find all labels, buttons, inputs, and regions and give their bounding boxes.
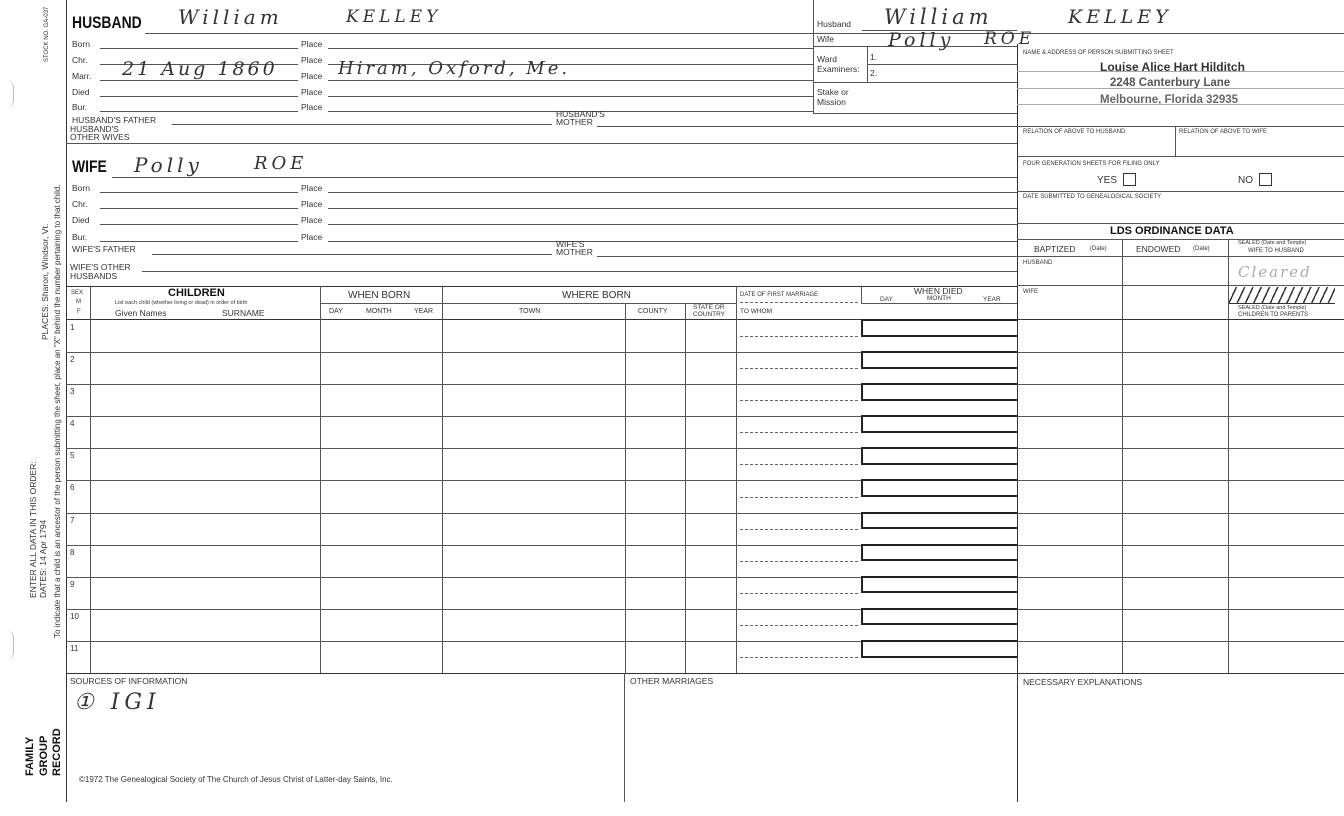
child-marriage-dash[interactable] (740, 561, 858, 562)
table-row[interactable] (66, 545, 1344, 577)
husband-chr-label: Chr. (72, 55, 88, 65)
child-row-number: 11 (70, 643, 79, 653)
ward-wife-line (813, 46, 1017, 47)
wife-born-place-label: Place (301, 183, 323, 193)
stock-number: STOCK NO. GA-037 (44, 6, 50, 62)
husband-bur-date-line[interactable] (100, 111, 298, 112)
child-marriage-dash[interactable] (740, 432, 858, 433)
table-row[interactable] (66, 513, 1344, 545)
ancestor-instruction: To indicate that a child is an ancestor of the person submitting the sheet, place an "X" behind the number pertaining to that child. (53, 184, 62, 638)
relation-to-wife-label: RELATION OF ABOVE TO WIFE (1179, 129, 1268, 135)
husband-bur-place-label: Place (301, 102, 323, 112)
lds-husband-label: HUSBAND (1023, 260, 1053, 266)
no-checkbox[interactable] (1259, 173, 1272, 186)
child-row-number: 1 (70, 323, 75, 332)
where-born-header: WHERE BORN (562, 290, 631, 301)
source-entry[interactable]: ① IGI (74, 690, 161, 715)
husband-name-line (145, 33, 813, 34)
husband-died-place-line[interactable] (328, 96, 813, 97)
table-row[interactable] (66, 577, 1344, 609)
husbands-mother-line[interactable] (597, 126, 1017, 127)
husband-died-label: Died (72, 87, 90, 97)
wife-died-label: Died (72, 215, 90, 225)
wifes-father-line[interactable] (152, 254, 552, 255)
husbands-father-line[interactable] (172, 124, 552, 125)
first-marriage-dash (740, 302, 858, 303)
submitter-name[interactable]: Louise Alice Hart Hilditch (1100, 60, 1245, 74)
child-died-bracket[interactable] (861, 415, 1017, 433)
wife-given-name[interactable]: Polly (134, 153, 203, 177)
state-header-1: STATE OR (693, 304, 725, 311)
wifes-other-husbands-line[interactable] (142, 271, 1017, 272)
sealed-wife-husband-2: WIFE TO HUSBAND (1248, 248, 1304, 254)
wife-surname[interactable]: ROE (254, 153, 308, 174)
wife-chr-date-line[interactable] (100, 208, 298, 209)
stake-label-1: Stake or (817, 87, 849, 97)
ward-label: Ward (817, 54, 837, 64)
child-row-line (66, 448, 1344, 449)
wifes-mother-line[interactable] (597, 256, 1017, 257)
yes-label: YES (1097, 175, 1118, 186)
first-marriage-header: DATE OF FIRST MARRIAGE (740, 292, 819, 298)
table-row[interactable] (66, 416, 1344, 448)
no-label: NO (1238, 175, 1253, 186)
examiner-1[interactable]: 1. (870, 52, 878, 62)
sources-label: SOURCES OF INFORMATION (70, 676, 188, 686)
child-died-bracket[interactable] (861, 447, 1017, 465)
husband-marr-label: Marr. (72, 71, 92, 81)
husbands-other-wives-line[interactable] (66, 143, 1017, 144)
wife-chr-place-label: Place (301, 199, 323, 209)
stake-label-2: Mission (817, 97, 846, 107)
children-header: CHILDREN (168, 287, 225, 299)
state-header-2: COUNTRY (693, 311, 726, 318)
relation-to-husband-label: RELATION OF ABOVE TO HUSBAND (1023, 129, 1126, 135)
husband-born-place-line[interactable] (328, 48, 813, 49)
table-row[interactable] (66, 320, 1344, 352)
wife-bur-place-line[interactable] (328, 241, 1017, 242)
submitter-line (1017, 88, 1344, 89)
wifes-other-husbands-label-2: HUSBANDS (70, 271, 118, 281)
sex-m-header: M (76, 299, 81, 305)
child-died-bracket[interactable] (861, 383, 1017, 401)
born-month-header: MONTH (366, 308, 392, 315)
endowed-date-label: (Date) (1193, 246, 1210, 252)
when-born-header: WHEN BORN (348, 290, 411, 301)
child-row-line (66, 352, 1344, 353)
when-died-underline (861, 303, 1017, 304)
child-marriage-dash[interactable] (740, 368, 858, 369)
to-whom-header: TO WHOM (740, 308, 773, 315)
husband-given-name[interactable]: William (178, 5, 283, 29)
lds-husband-line (1017, 285, 1344, 286)
lds-title: LDS ORDINANCE DATA (1110, 225, 1234, 237)
sealed-wife-husband-1: SEALED (Date and Temple) (1238, 240, 1307, 246)
child-row-number: 8 (70, 547, 75, 557)
date-submitted-bottom-line (1017, 223, 1344, 224)
husbands-other-wives-label-1: HUSBAND'S (70, 124, 119, 134)
table-row[interactable] (66, 609, 1344, 641)
husbands-mother-label-1: HUSBAND'S (556, 109, 605, 119)
child-row-number: 4 (70, 419, 75, 429)
child-row-line (66, 609, 1344, 610)
table-row[interactable] (66, 448, 1344, 480)
form-title-family: FAMILY (24, 736, 36, 776)
examiner-2[interactable]: 2. (870, 68, 878, 78)
child-row-number: 10 (70, 611, 79, 621)
wife-chr-place-line[interactable] (328, 208, 1017, 209)
wife-died-place-line[interactable] (328, 224, 1017, 225)
child-row-number: 6 (70, 483, 75, 493)
dates-order: DATES: 14 Apr 1794 (38, 519, 48, 598)
wife-died-place-label: Place (301, 215, 323, 225)
examiner-divider (867, 64, 1017, 65)
submitter-city[interactable]: Melbourne, Florida 32935 (1100, 94, 1239, 106)
husband-born-label: Born (72, 39, 90, 49)
ward-wife-label: Wife (817, 34, 834, 44)
husband-marriage-place[interactable]: Hiram, Oxford, Me. (338, 58, 571, 79)
ward-box-divider (813, 0, 814, 113)
husband-surname[interactable]: KELLEY (346, 7, 442, 27)
husband-died-place-label: Place (301, 87, 323, 97)
child-row-number: 3 (70, 387, 75, 397)
husband-died-date-line[interactable] (100, 96, 298, 97)
wife-died-date-line[interactable] (100, 224, 298, 225)
husbands-father-label: HUSBAND'S FATHER (72, 115, 157, 125)
husband-born-place-label: Place (301, 39, 323, 49)
children-instruction: List each child (whether living or dead) in order of birth (115, 300, 248, 306)
husband-label: HUSBAND (72, 13, 142, 32)
endowed-label: ENDOWED (1136, 244, 1181, 254)
husbands-other-wives-label-2: OTHER WIVES (70, 132, 130, 142)
table-row[interactable] (66, 384, 1344, 416)
child-died-bracket[interactable] (861, 479, 1017, 497)
child-row-line (66, 513, 1344, 514)
binder-hole-mark (6, 630, 14, 660)
form-title-record: RECORD (51, 728, 63, 776)
child-died-bracket[interactable] (861, 576, 1017, 594)
child-row-line (66, 480, 1344, 481)
date-submitted-label: DATE SUBMITTED TO GENEALOGICAL SOCIETY (1023, 194, 1162, 200)
wife-label: WIFE (72, 157, 107, 176)
table-row[interactable] (66, 641, 1344, 673)
wife-bur-place-label: Place (301, 232, 323, 242)
child-row-line (66, 416, 1344, 417)
ward-box-bottom (813, 113, 1017, 114)
sealed-hatched-area (1229, 287, 1335, 304)
bottom-section-top (66, 673, 1344, 674)
husband-marr-place-line[interactable] (328, 80, 813, 81)
submitter-header: NAME & ADDRESS OF PERSON SUBMITTING SHEET (1023, 50, 1174, 56)
bottom-divider (624, 673, 625, 802)
yes-checkbox[interactable] (1123, 173, 1136, 186)
ward-stake-line (813, 82, 1017, 83)
sealed-children-parents-2: CHILDREN TO PARENTS (1238, 312, 1309, 318)
explanations-label: NECESSARY EXPLANATIONS (1023, 677, 1143, 687)
born-day-header: DAY (329, 308, 343, 315)
child-row-line (66, 545, 1344, 546)
child-marriage-dash[interactable] (740, 529, 858, 530)
when-died-header: WHEN DIED (914, 286, 963, 296)
died-year-header: YEAR (983, 296, 1001, 303)
husband-marr-date-line[interactable] (100, 80, 298, 81)
died-month-header: MONTH (927, 295, 951, 302)
husband-bur-label: Bur. (72, 102, 88, 112)
submitter-line (1017, 104, 1344, 105)
county-header: COUNTY (638, 308, 668, 315)
child-died-bracket[interactable] (861, 608, 1017, 626)
ward-husband-surname[interactable]: KELLEY (1068, 6, 1172, 28)
sex-header: SEX (71, 290, 84, 296)
wife-chr-label: Chr. (72, 199, 88, 209)
lds-header-line (1017, 256, 1344, 257)
lds-cleared-note[interactable]: Cleared (1238, 263, 1312, 281)
child-marriage-dash[interactable] (740, 625, 858, 626)
submitter-bottom-line (1017, 126, 1344, 127)
husbands-mother-label-2: MOTHER (556, 117, 593, 127)
sex-f-header: F (77, 309, 81, 315)
enter-data-order: ENTER ALL DATA IN THIS ORDER: (28, 461, 38, 598)
child-marriage-dash[interactable] (740, 464, 858, 465)
husband-chr-place-label: Place (301, 55, 323, 65)
wifes-mother-label-1: WIFE'S (556, 239, 585, 249)
child-marriage-dash[interactable] (740, 657, 858, 658)
examiners-label: Examiners: (817, 64, 860, 74)
wife-born-label: Born (72, 183, 90, 193)
submitter-street[interactable]: 2248 Canterbury Lane (1110, 77, 1231, 89)
wife-born-date-line[interactable] (100, 192, 298, 193)
table-row[interactable] (66, 480, 1344, 512)
child-row-number: 5 (70, 451, 75, 461)
child-died-bracket[interactable] (861, 640, 1017, 658)
ward-wife-surname[interactable]: ROE (984, 29, 1036, 49)
binder-hole-mark (6, 80, 14, 108)
sealed-children-parents-1: SEALED (Date and Temple) (1238, 305, 1307, 311)
child-died-bracket[interactable] (861, 544, 1017, 562)
submitter-line (1017, 71, 1344, 72)
ward-husband-given[interactable]: William (884, 5, 993, 29)
ward-wife-given[interactable]: Polly (888, 29, 955, 51)
child-marriage-dash[interactable] (740, 336, 858, 337)
relation-bottom-line (1017, 156, 1344, 157)
wifes-other-husbands-label-1: WIFE'S OTHER (70, 262, 131, 272)
husband-marriage-date[interactable]: 21 Aug 1860 (122, 58, 278, 80)
when-where-born-underline (320, 303, 736, 304)
died-day-header: DAY (880, 296, 893, 303)
copyright-notice: ©1972 The Genealogical Society of The Church of Jesus Christ of Latter-day Saints, Inc. (79, 775, 393, 784)
four-gen-bottom-line (1017, 191, 1344, 192)
husband-marr-place-label: Place (301, 71, 323, 81)
places-order: PLACES: Sharon, Windsor, Vt. (40, 223, 50, 340)
child-marriage-dash[interactable] (740, 400, 858, 401)
child-marriage-dash[interactable] (740, 593, 858, 594)
table-row[interactable] (66, 352, 1344, 384)
town-header: TOWN (519, 308, 541, 315)
wife-name-line (112, 177, 1017, 178)
wife-born-place-line[interactable] (328, 192, 1017, 193)
child-row-line (66, 577, 1344, 578)
child-row-number: 2 (70, 355, 75, 365)
child-row-line (66, 641, 1344, 642)
surname-header: SURNAME (222, 308, 265, 318)
child-died-bracket[interactable] (861, 512, 1017, 530)
child-row-number: 9 (70, 579, 75, 589)
four-generation-label: FOUR GENERATION SHEETS FOR FILING ONLY (1023, 161, 1160, 167)
other-marriages-label: OTHER MARRIAGES (630, 676, 714, 686)
baptized-date-label: (Date) (1090, 246, 1107, 252)
child-row-line (66, 384, 1344, 385)
relation-divider (1175, 126, 1176, 156)
wifes-mother-label-2: MOTHER (556, 247, 593, 257)
ward-husband-label: Husband (817, 19, 852, 29)
child-row-number: 7 (70, 515, 75, 525)
when-died-left-line (861, 286, 862, 303)
baptized-label: BAPTIZED (1034, 244, 1076, 254)
husband-born-date-line[interactable] (100, 48, 298, 49)
wife-bur-date-line[interactable] (100, 241, 298, 242)
born-year-header: YEAR (414, 308, 434, 315)
wifes-father-label: WIFE'S FATHER (72, 244, 136, 254)
lds-wife-label: WIFE (1023, 289, 1038, 295)
child-died-bracket[interactable] (861, 351, 1017, 369)
form-title-group: GROUP (38, 735, 50, 776)
given-names-header: Given Names (115, 308, 167, 318)
child-marriage-dash[interactable] (740, 497, 858, 498)
child-died-bracket[interactable] (861, 319, 1017, 337)
wife-bur-label: Bur. (72, 232, 88, 242)
